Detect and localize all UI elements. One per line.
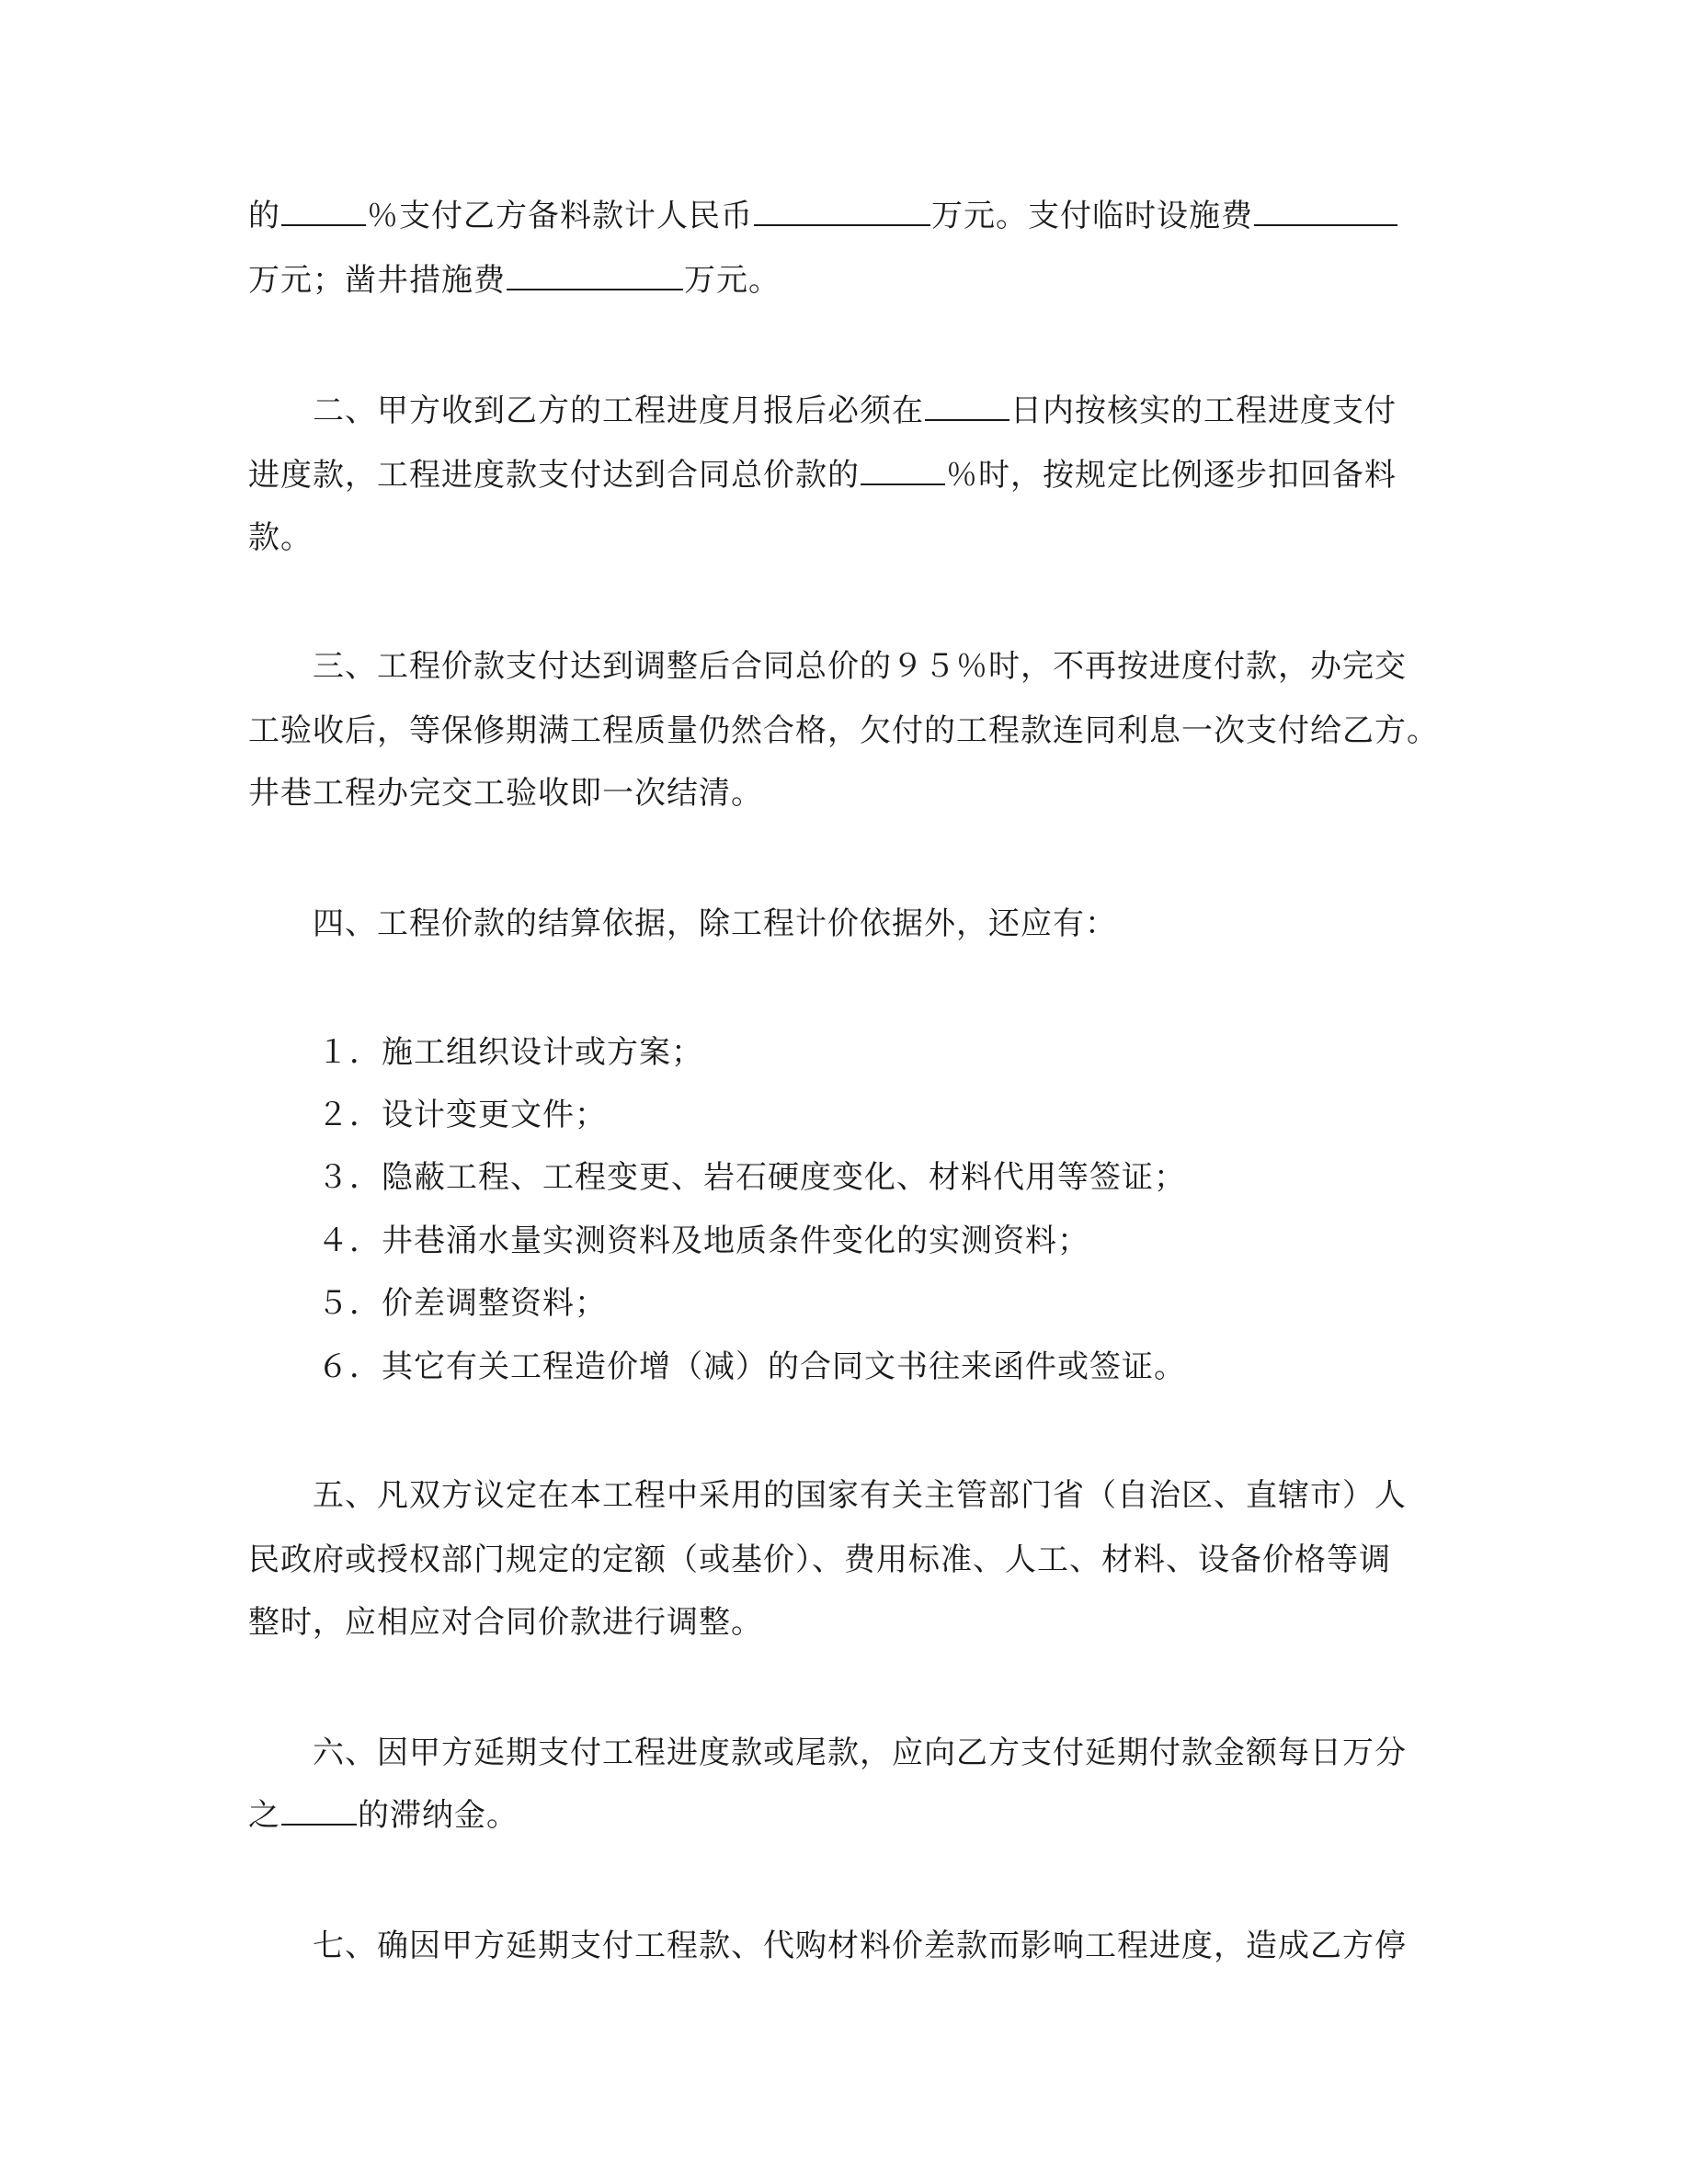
blank-field bbox=[861, 452, 945, 485]
paragraph-1-line-2 bbox=[248, 257, 781, 303]
blank-field bbox=[281, 1792, 357, 1826]
paragraph-6-line-1: 六、因甲方延期支付工程进度款或尾款，应向乙方支付延期付款金额每日万分 bbox=[313, 1735, 1407, 1771]
text-fragment: 的滞纳金。 bbox=[358, 1797, 519, 1834]
text-fragment: ％时，按规定比例逐步扣回备料 bbox=[946, 457, 1397, 494]
paragraph-2-line-1 bbox=[313, 388, 1397, 434]
paragraph-5-line-3: 整时，应相应对合同价款进行调整。 bbox=[248, 1604, 763, 1641]
text-fragment: 之 bbox=[248, 1797, 280, 1834]
list-item: ５．价差调整资料； bbox=[317, 1285, 607, 1322]
text-fragment: ％支付乙方备料款计人民币 bbox=[367, 198, 753, 234]
text-fragment: 万元。支付临时设施费 bbox=[931, 198, 1253, 234]
text-fragment: 款。 bbox=[248, 519, 313, 556]
paragraph-5-line-2: 民政府或授权部门规定的定额（或基价）、费用标准、人工、材料、设备价格等调 bbox=[248, 1541, 1391, 1578]
text-fragment: 的 bbox=[248, 198, 280, 234]
blank-field bbox=[754, 193, 930, 226]
list-item: ６．其它有关工程造价增（减）的合同文书往来函件或签证。 bbox=[317, 1348, 1186, 1385]
list-item: ３．隐蔽工程、工程变更、岩石硬度变化、材料代用等签证； bbox=[317, 1159, 1186, 1196]
text-fragment: 万元。 bbox=[684, 262, 781, 299]
blank-field bbox=[925, 388, 1009, 421]
paragraph-2-line-2 bbox=[248, 452, 1397, 498]
paragraph-6-line-2 bbox=[248, 1792, 519, 1838]
paragraph-5-line-1: 五、凡双方议定在本工程中采用的国家有关主管部门省（自治区、直辖市）人 bbox=[313, 1477, 1407, 1514]
text-fragment: 二、甲方收到乙方的工程进度月报后必须在 bbox=[313, 392, 924, 429]
paragraph-2-line-3 bbox=[248, 515, 313, 561]
blank-field bbox=[507, 257, 683, 290]
list-item: ４．井巷涌水量实测资料及地质条件变化的实测资料； bbox=[317, 1223, 1089, 1259]
text-fragment: 万元；凿井措施费 bbox=[248, 262, 506, 299]
paragraph-3-line-2: 工验收后，等保修期满工程质量仍然合格，欠付的工程款连同利息一次支付给乙方。 bbox=[248, 712, 1439, 749]
paragraph-3-line-3: 井巷工程办完交工验收即一次结清。 bbox=[248, 775, 763, 812]
text-fragment: 进度款，工程进度款支付达到合同总价款的 bbox=[248, 457, 860, 494]
paragraph-1-line-1 bbox=[248, 193, 1398, 239]
paragraph-3-line-1: 三、工程价款支付达到调整后合同总价的９５％时，不再按进度付款，办完交 bbox=[313, 648, 1407, 685]
blank-field bbox=[1254, 193, 1397, 226]
text-fragment: 日内按核实的工程进度支付 bbox=[1010, 392, 1397, 429]
paragraph-7-line-1: 七、确因甲方延期支付工程款、代购材料价差款而影响工程进度，造成乙方停 bbox=[313, 1928, 1407, 1964]
paragraph-4-line-1: 四、工程价款的结算依据，除工程计价依据外，还应有： bbox=[313, 905, 1117, 942]
list-item: １．施工组织设计或方案； bbox=[317, 1034, 703, 1071]
blank-field bbox=[281, 193, 366, 226]
list-item: ２．设计变更文件； bbox=[317, 1097, 607, 1133]
